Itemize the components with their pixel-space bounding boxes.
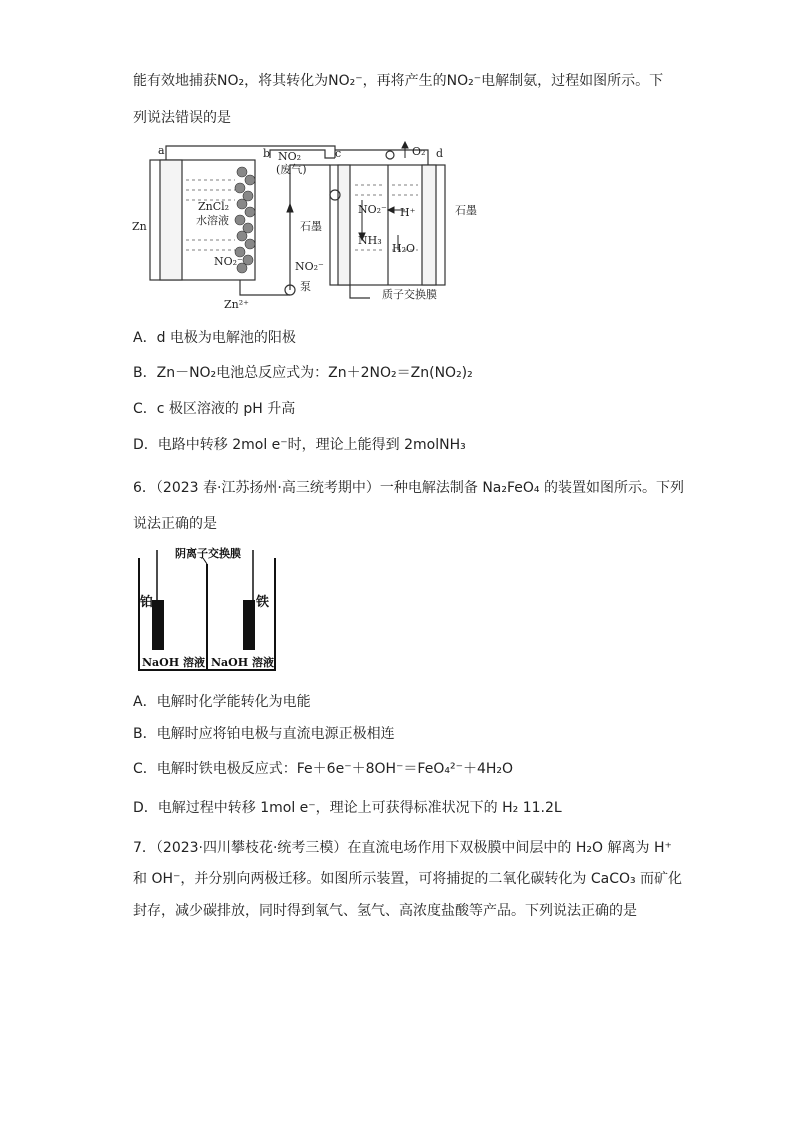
- label-a: a: [158, 144, 165, 157]
- label-d: d: [436, 147, 444, 160]
- q6-stem-line-1: 6．（2023 春·江苏扬州·高三统考期中）一种电解法制备 Na₂FeO₄ 的装置如图所示。下列: [133, 480, 684, 496]
- q5-option-a: A．d 电极为电解池的阳极: [133, 330, 296, 346]
- label-o2: O₂: [412, 145, 426, 158]
- label-zncl2: ZnCl₂: [198, 200, 230, 213]
- label-h2o: H₂O: [392, 242, 416, 255]
- q6-option-a: A．电解时化学能转化为电能: [133, 694, 311, 710]
- label-zn: Zn: [132, 220, 147, 233]
- label-solution: 水溶液: [196, 214, 229, 227]
- left-graphite-electrode: [338, 165, 350, 285]
- label-c: c: [335, 147, 342, 160]
- label-no2-pipe: NO₂⁻: [295, 260, 324, 273]
- q5-option-b: B．Zn－NO₂电池总反应式为：Zn＋2NO₂＝Zn(NO₂)₂: [133, 365, 473, 381]
- label-membrane: 阴离子交换膜: [175, 547, 241, 560]
- label-graphite-right: 石墨: [455, 204, 477, 217]
- q7-line-2: 和 OH⁻，并分别向两极迁移。如图所示装置，可将捕捉的二氧化碳转化为 CaCO₃ 而矿化: [133, 871, 683, 887]
- label-graphite-left: 石墨: [300, 220, 322, 233]
- label-membrane: 质子交换膜: [382, 288, 437, 301]
- iron-electrode: [243, 600, 255, 650]
- label-no2-minus: NO₂⁻: [214, 255, 243, 268]
- q6-option-c: C．电解时铁电极反应式：Fe＋6e⁻＋8OH⁻＝FeO₄²⁻＋4H₂O: [133, 761, 514, 777]
- label-no2-top: NO₂: [278, 150, 302, 163]
- label-left-solution: NaOH 溶液: [142, 656, 205, 669]
- platinum-electrode: [152, 600, 164, 650]
- q6-stem-line-2: 说法正确的是: [133, 516, 217, 532]
- label-b: b: [263, 147, 271, 160]
- q6-option-d: D．电解过程中转移 1mol e⁻，理论上可获得标准状况下的 H₂ 11.2L: [133, 800, 562, 816]
- q5-intro-line-2: 列说法错误的是: [133, 110, 231, 126]
- label-right-solution: NaOH 溶液: [211, 656, 274, 669]
- q5-option-d: D．电路中转移 2mol e⁻时，理论上能得到 2molNH₃: [133, 437, 466, 453]
- q7-line-1: 7．（2023·四川攀枝花·统考三模）在直流电场作用下双极膜中间层中的 H₂O 解离为 H⁺: [133, 840, 672, 856]
- label-iron: 铁: [256, 595, 270, 610]
- q6-option-b: B．电解时应将铂电极与直流电源正极相连: [133, 726, 395, 742]
- label-pump: 泵: [300, 280, 311, 293]
- right-graphite-electrode: [422, 165, 436, 285]
- zn-no2-electrolysis-diagram: [130, 140, 500, 315]
- label-h-plus: H⁺: [400, 206, 416, 219]
- label-no2-right: NO₂⁻: [358, 203, 387, 216]
- na2feo4-electrolysis-diagram: [135, 544, 280, 674]
- q7-line-3: 封存，减少碳排放，同时得到氧气、氢气、高浓度盐酸等产品。下列说法正确的是: [133, 903, 637, 919]
- label-platinum: 铂: [140, 595, 154, 610]
- label-waste-gas: (废气): [276, 163, 307, 176]
- zn-electrode: [160, 160, 182, 280]
- q5-intro-line-1: 能有效地捕获NO₂，将其转化为NO₂⁻，再将产生的NO₂⁻电解制氨，过程如图所示。下: [133, 73, 664, 89]
- q5-option-c: C．c 极区溶液的 pH 升高: [133, 401, 296, 417]
- label-zn2plus: Zn²⁺: [224, 298, 249, 311]
- label-nh3: NH₃: [358, 234, 382, 247]
